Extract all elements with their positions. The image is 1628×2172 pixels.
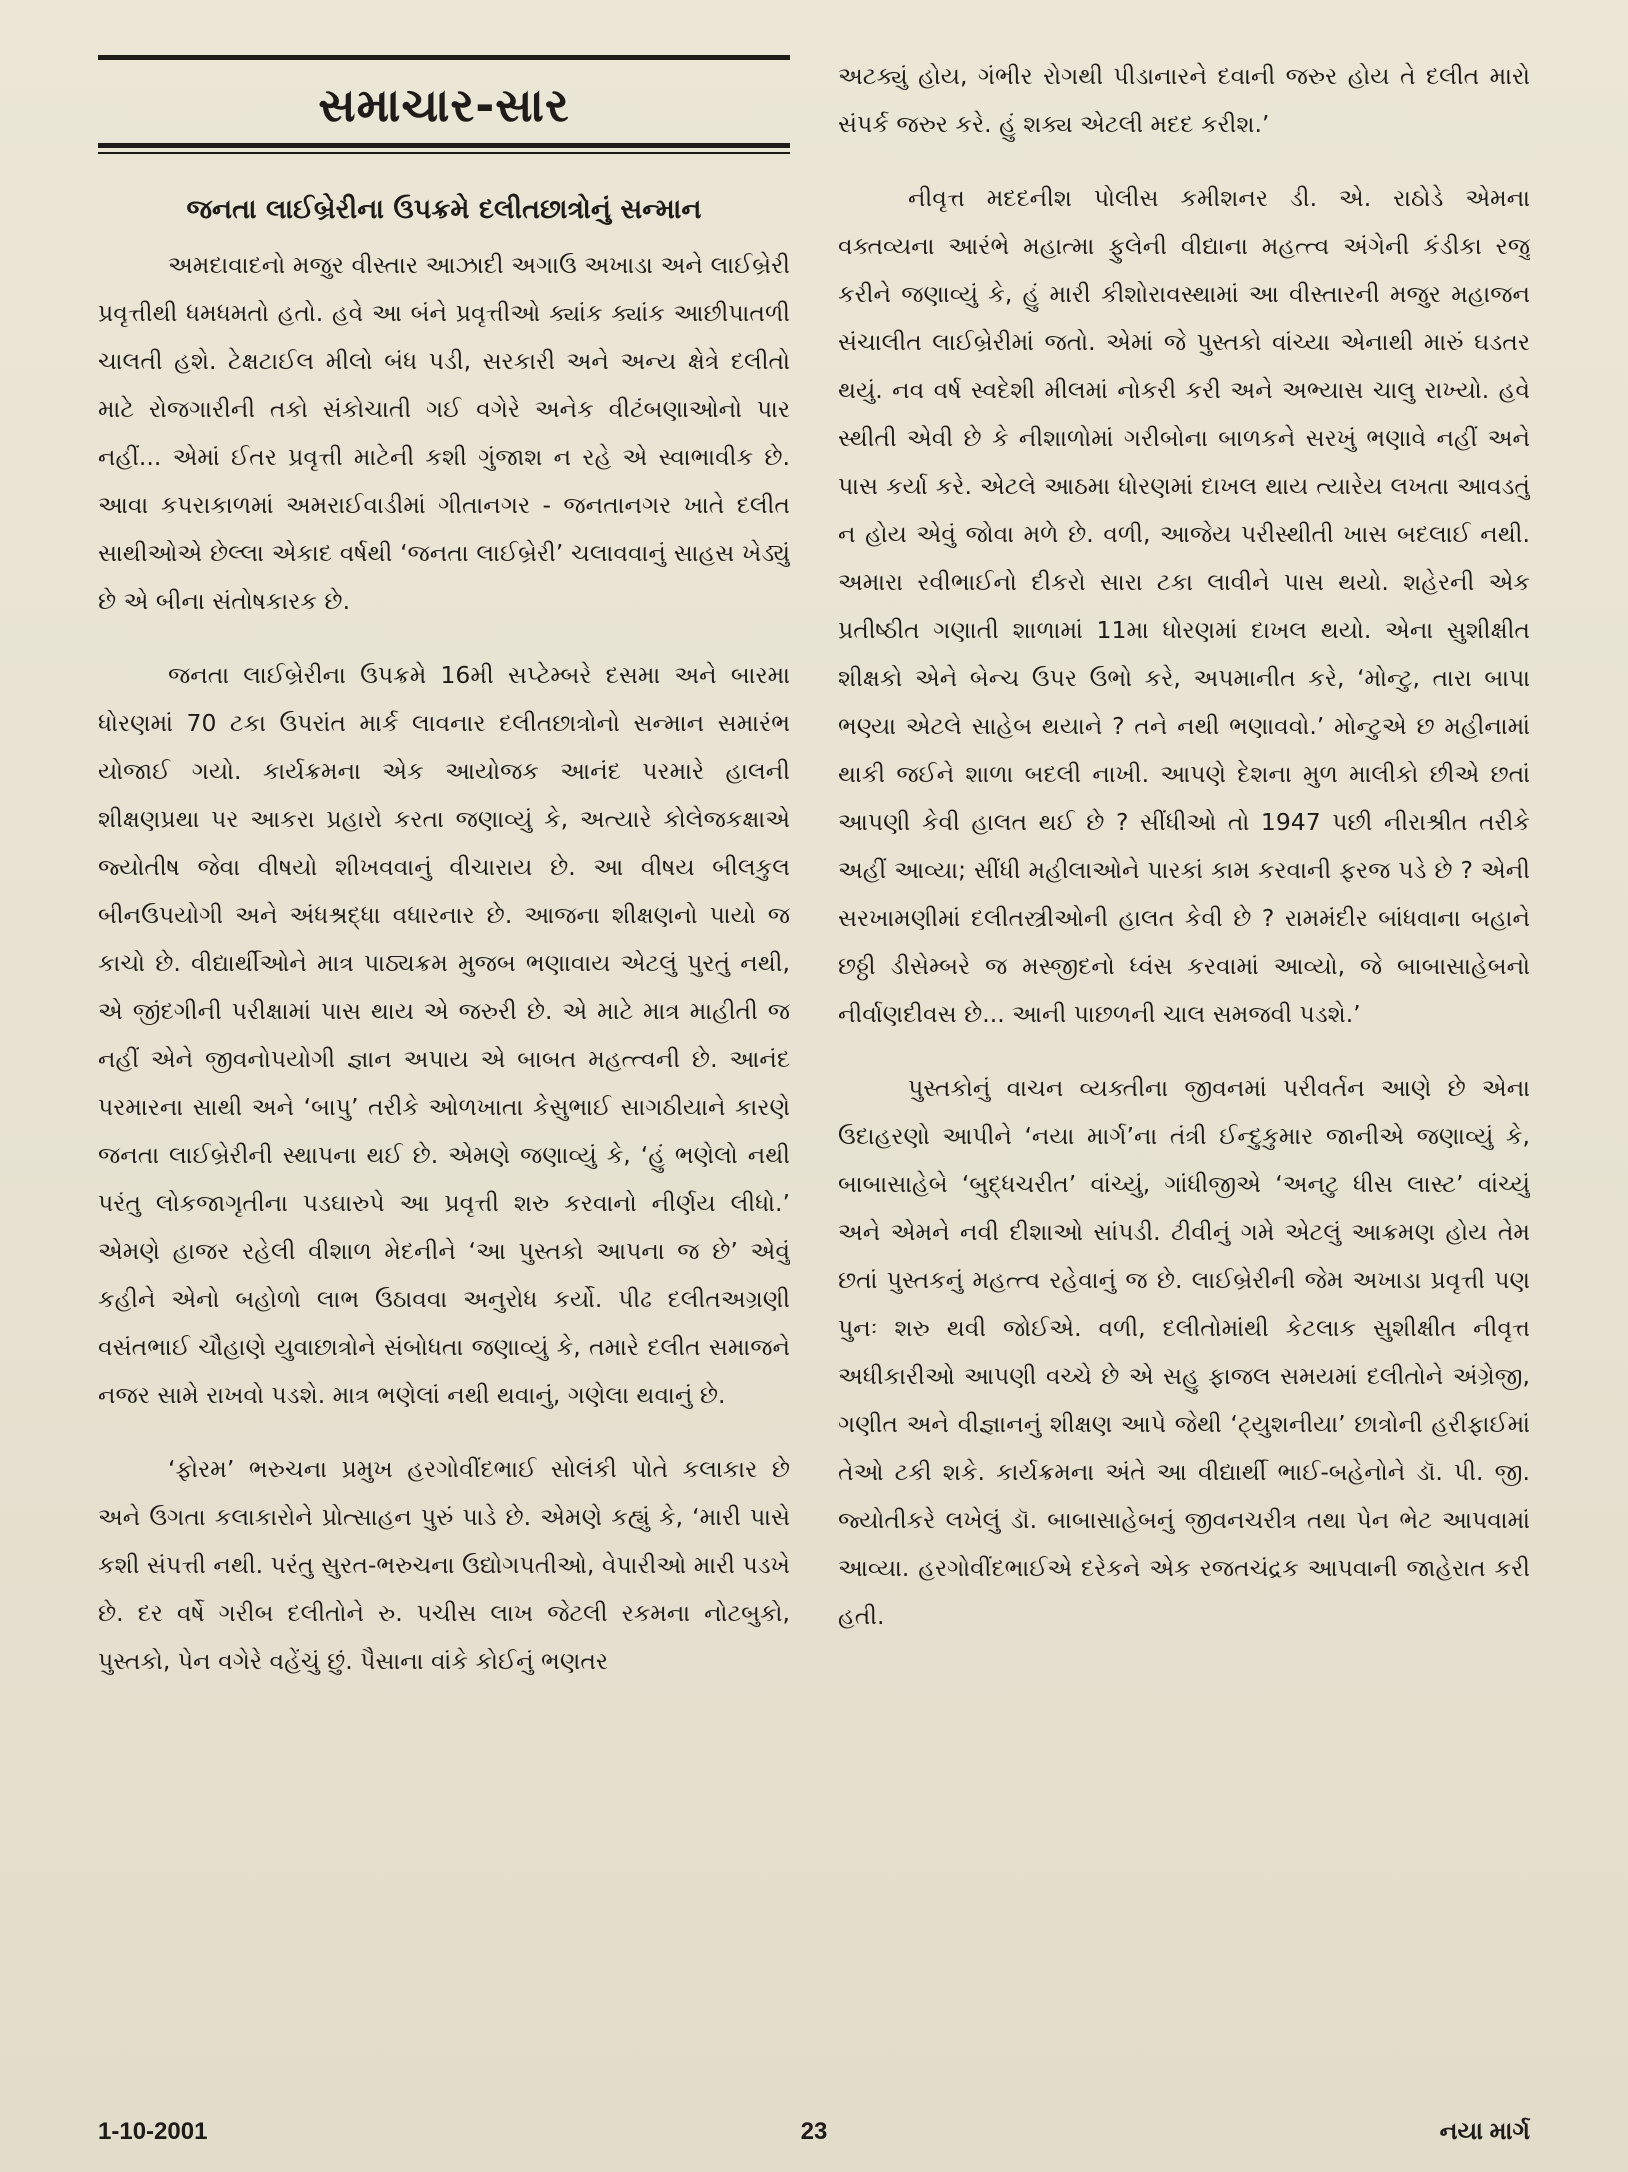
paragraph: જનતા લાઈબ્રેરીના ઉપક્રમે 16મી સપ્ટેમ્બરે દસમા અને બારમા ધોરણમાં 70 ટકા ઉપરાંત માર્ક લાવનાર દલીતછાત્રોનો સન્માન સમારંભ યોજાઈ ગયો. કાર્યક્રમના એક આયોજક આનંદ પરમારે હાલની શીક્ષણપ્રથા પર આકરા પ્રહારો કરતા જણાવ્યું કે, અત્યારે કોલેજકક્ષાએ જ્યોતીષ જેવા વીષયો શીખવવાનું વીચારાય છે. આ વીષય બીલકુલ બીનઉપયોગી અને અંધશ્રદ્ધા વધારનાર છે. આજના શીક્ષણનો પાયો જ કાચો છે. વીદ્યાર્થીઓને માત્ર પાઠ્યક્રમ મુજબ ભણાવાય એટલું પુરતું નથી, એ જીંદગીની પરીક્ષામાં પાસ થાય એ જરુરી છે. એ માટે માત્ર માહીતી જ નહીં એને જીવનોપયોગી જ્ઞાન અપાય એ બાબત મહત્ત્વની છે. આનંદ પરમારના સાથી અને ‘બાપુ’ તરીકે ઓળખાતા કેસુભાઈ સાગઠીયાને કારણે જનતા લાઈબ્રેરીની સ્થાપના થઈ છે. એમણે જણાવ્યું કે, ‘હું ભણેલો નથી પરંતુ લોકજાગૃતીના પડઘારુપે આ પ્રવૃત્તી શરુ કરવાનો નીર્ણય લીધો.’ એમણે હાજર રહેલી વીશાળ મેદનીને ‘આ પુસ્તકો આપના જ છે’ એવું કહીને એનો બહોળો લાભ ઉઠાવવા અનુરોધ કર્યો. પીઢ દલીતઅગ્રણી વસંતભાઈ ચૌહાણે યુવાછાત્રોને સંબોધતા જણાવ્યું કે, તમારે દલીત સમાજને નજર સામે રાખવો પડશે. માત્ર ભણેલાં નથી થવાનું, ગણેલા થવાનું છે. bbox=[98, 660, 790, 1409]
issue-date: 1-10-2001 bbox=[98, 2118, 208, 2145]
paragraph: અમદાવાદનો મજુર વીસ્તાર આઝાદી અગાઉ અખાડા અને લાઈબ્રેરી પ્રવૃત્તીથી ધમધમતો હતો. હવે આ બંને પ્રવૃત્તીઓ ક્યાંક ક્યાંક આછીપાતળી ચાલતી હશે. ટેક્ષટાઈલ મીલો બંધ પડી, સરકારી અને અન્ય ક્ષેત્રે દલીતો માટે રોજગારીની તકો સંકોચાતી ગઈ વગેરે અનેક વીટંબણાઓનો પાર નહીં... એમાં ઈતર પ્રવૃત્તી માટેની કશી ગુંજાશ ન રહે એ સ્વાભાવીક છે. આવા કપરાકાળમાં અમરાઈવાડીમાં ગીતાનગર - જનતાનગર ખાતે દલીત સાથીઓએ છેલ્લા એકાદ વર્ષથી ‘જનતા લાઈબ્રેરી’ ચલાવવાનું સાહસ ખેડ્યું છે એ બીના સંતોષકારક છે. bbox=[98, 250, 790, 615]
paragraph: નીવૃત્ત મદદનીશ પોલીસ કમીશનર ડી. એ. રાઠોડે એમના વક્તવ્યના આરંભે મહાત્મા ફુલેની વીદ્યાના મહત્ત્વ અંગેની કંડીકા રજુ કરીને જણાવ્યું કે, હું મારી કીશોરાવસ્થામાં આ વીસ્તારની મજુર મહાજન સંચાલીત લાઈબ્રેરીમાં જતો. એમાં જે પુસ્તકો વાંચ્યા એનાથી મારું ઘડતર થયું. નવ વર્ષ સ્વદેશી મીલમાં નોકરી કરી અને અભ્યાસ ચાલુ રાખ્યો. હવે સ્થીતી એવી છે કે નીશાળોમાં ગરીબોના બાળકને સરખું ભણાવે નહીં અને પાસ કર્યા કરે. એટલે આઠમા ધોરણમાં દાખલ થાય ત્યારેય લખતા આવડતું ન હોય એવું જોવા મળે છે. વળી, આજેય પરીસ્થીતી ખાસ બદલાઈ નથી. અમારા રવીભાઈનો દીકરો સારા ટકા લાવીને પાસ થયો. શહેરની એક પ્રતીષ્ઠીત ગણાતી શાળામાં 11મા ધોરણમાં દાખલ થયો. એના સુશીક્ષીત શીક્ષકો એને બેન્ચ ઉપર ઉભો કરે, અપમાનીત કરે, ‘મોન્ટુ, તારા બાપા ભણ્યા એટલે સાહેબ થયાને ? તને નથી ભણાવવો.’ મોન્ટુએ છ મહીનામાં થાકી જઈને શાળા બદલી નાખી. આપણે દેશના મુળ માલીકો છીએ છતાં આપણી કેવી હાલત થઈ છે ? સીંધીઓ તો 1947 પછી નીરાશ્રીત તરીકે અહીં આવ્યા; સીંધી મહીલાઓને પારકાં કામ કરવાની ફરજ પડે છે ? એની સરખામણીમાં દલીતસ્ત્રીઓની હાલત કેવી છે ? રામમંદીર બાંધવાના બહાને છઠ્ઠી ડીસેમ્બરે જ મસ્જીદનો ધ્વંસ કરવામાં આવ્યો, જે બાબાસાહેબનો નીર્વાણદીવસ છે... આની પાછળની ચાલ સમજવી પડશે.’ bbox=[838, 184, 1530, 1028]
header-rule-bottom bbox=[98, 143, 790, 148]
right-column bbox=[838, 52, 1530, 2052]
page-number: 23 bbox=[800, 2118, 828, 2145]
header-rule-thin bbox=[98, 152, 790, 154]
paragraph: પુસ્તકોનું વાચન વ્યક્તીના જીવનમાં પરીવર્તન આણે છે એના ઉદાહરણો આપીને ‘નયા માર્ગ’ના તંત્રી ઈન્દુકુમાર જાનીએ જણાવ્યું કે, બાબાસાહેબે ‘બુદ્ધચરીત’ વાંચ્યું, ગાંધીજીએ ‘અનટુ ધીસ લાસ્ટ’ વાંચ્યું અને એમને નવી દીશાઓ સાંપડી. ટીવીનું ગમે એટલું આક્રમણ હોય તેમ છતાં પુસ્તકનું મહત્ત્વ રહેવાનું જ છે. લાઈબ્રેરીની જેમ અખાડા પ્રવૃત્તી પણ પુનઃ શરુ થવી જોઈએ. વળી, દલીતોમાંથી કેટલાક સુશીક્ષીત નીવૃત્ત અધીકારીઓ આપણી વચ્ચે છે એ સહુ ફાજલ સમયમાં દલીતોને અંગ્રેજી, ગણીત અને વીજ્ઞાનનું શીક્ષણ આપે જેથી ‘ટ્યુશનીયા’ છાત્રોની હરીફાઈમાં તેઓ ટકી શકે. કાર્યક્રમના અંતે આ વીદ્યાર્થી ભાઈ-બહેનોને ડૉ. પી. જી. જ્યોતીકરે લખેલું ડૉ. બાબાસાહેબનું જીવનચરીત્ર તથા પેન ભેટ આપવામાં આવ્યા. હરગોવીંદભાઈએ દરેકને એક રજતચંદ્રક આપવાની જાહેરાત કરી હતી. bbox=[838, 1074, 1530, 1630]
paragraph: ‘ફોરમ’ ભરુચના પ્રમુખ હરગોવીંદભાઈ સોલંકી પોતે કલાકાર છે અને ઉગતા કલાકારોને પ્રોત્સાહન પુરું પાડે છે. એમણે કહ્યું કે, ‘મારી પાસે કશી સંપત્તી નથી. પરંતુ સુરત-ભરુચના ઉદ્યોગપતીઓ, વેપારીઓ મારી પડખે છે. દર વર્ષે ગરીબ દલીતોને રુ. પચીસ લાખ જેટલી રકમના નોટબુકો, પુસ્તકો, પેન વગેરે વહેંચું છું. પૈસાના વાંકે કોઈનું ભણતર bbox=[98, 1454, 790, 1675]
section-title: સમાચાર-સાર bbox=[318, 78, 570, 132]
magazine-name: નયા માર્ગ bbox=[1439, 2118, 1530, 2145]
article-headline: જનતા લાઈબ્રેરીના ઉપક્રમે દલીતછાત્રોનું સન્માન bbox=[186, 193, 702, 225]
left-column bbox=[98, 55, 790, 2055]
paragraph-continued: અટક્યું હોય, ગંભીર રોગથી પીડાનારને દવાની જરુર હોય તે દલીત મારો સંપર્ક જરુર કરે. હું શક્ય એટલી મદદ કરીશ.’ bbox=[838, 62, 1530, 138]
